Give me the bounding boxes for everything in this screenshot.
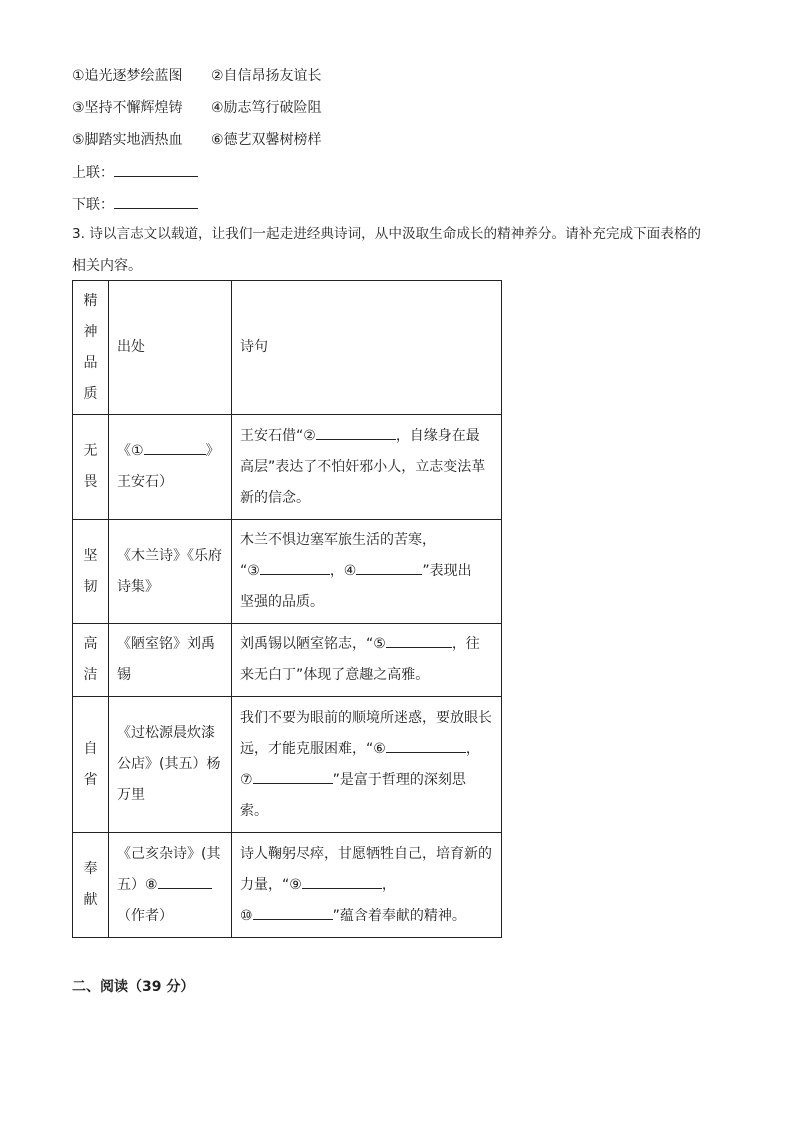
blank-2[interactable] (316, 425, 396, 440)
header-quality: 精神品质 (73, 281, 109, 415)
upper-couplet-label: 上联： (72, 165, 114, 181)
table-row (73, 520, 502, 624)
section-title: 二、阅读（39 分） (72, 979, 195, 995)
poetry-table (72, 280, 502, 938)
blank-7[interactable] (253, 769, 333, 784)
source-cell: 《陋室铭》刘禹 锡 (109, 624, 232, 697)
source-cell: 《己亥杂诗》(其 五）⑧ （作者） (109, 833, 232, 938)
blank-6[interactable] (386, 738, 466, 753)
option-5: ⑤脚踏实地洒热血 (72, 132, 183, 148)
table-row (73, 697, 502, 833)
quality-cell: 自省 (73, 697, 109, 833)
blank-9[interactable] (302, 874, 382, 889)
verse-cell: 刘禹锡以陋室铭志，“⑤ ，往 来无白丁”体现了意趣之高雅。 (232, 624, 502, 697)
lower-couplet-label: 下联： (72, 197, 114, 213)
quality-cell: 奉献 (73, 833, 109, 938)
option-6: ⑥德艺双馨树榜样 (211, 132, 322, 148)
question-3-text-cont: 相关内容。 (72, 258, 142, 274)
upper-couplet-line (72, 162, 198, 183)
table-row (73, 624, 502, 697)
question-3-text: 3. 诗以言志文以载道，让我们一起走进经典诗词，从中汲取生命成长的精神养分。请补充完成下面表格的 (72, 226, 702, 242)
option-1: ①追光逐梦绘蓝图 (72, 68, 183, 84)
verse-cell: 诗人鞠躬尽瘁，甘愿牺牲自己，培育新的 力量，“⑨ ， ⑩ ”蕴含着奉献的精神。 (232, 833, 502, 938)
lower-couplet-line (72, 194, 198, 215)
lower-couplet-blank[interactable] (114, 194, 198, 209)
verse-cell: 我们不要为眼前的顺境所迷惑，要放眼长 远，才能克服困难，“⑥ ， ⑦ ”是富于哲理的深刻思 索。 (232, 697, 502, 833)
blank-10[interactable] (253, 905, 333, 920)
blank-5[interactable] (386, 633, 452, 648)
blank-8[interactable] (158, 874, 212, 889)
verse-cell: 木兰不惧边塞军旅生活的苦寒， “③ ，④ ”表现出 坚强的品质。 (232, 520, 502, 624)
verse-cell: 王安石借“② ，自缘身在最 高层”表达了不怕奸邪小人，立志变法革 新的信念。 (232, 415, 502, 520)
header-verse: 诗句 (232, 281, 502, 415)
source-cell: 《① 》 王安石） (109, 415, 232, 520)
quality-cell: 无畏 (73, 415, 109, 520)
blank-3[interactable] (260, 560, 330, 575)
table-row (73, 833, 502, 938)
source-cell: 《木兰诗》《乐府 诗集》 (109, 520, 232, 624)
option-2: ②自信昂扬友谊长 (211, 68, 322, 84)
quality-cell: 坚韧 (73, 520, 109, 624)
option-4: ④励志笃行破险阻 (211, 100, 322, 116)
header-source: 出处 (109, 281, 232, 415)
table-row (73, 415, 502, 520)
source-cell: 《过松源晨炊漆 公店》(其五）杨 万里 (109, 697, 232, 833)
blank-1[interactable] (144, 440, 206, 455)
quality-cell: 高洁 (73, 624, 109, 697)
option-3: ③坚持不懈辉煌铸 (72, 100, 183, 116)
table-header-row (73, 281, 502, 415)
upper-couplet-blank[interactable] (114, 162, 198, 177)
blank-4[interactable] (356, 560, 422, 575)
